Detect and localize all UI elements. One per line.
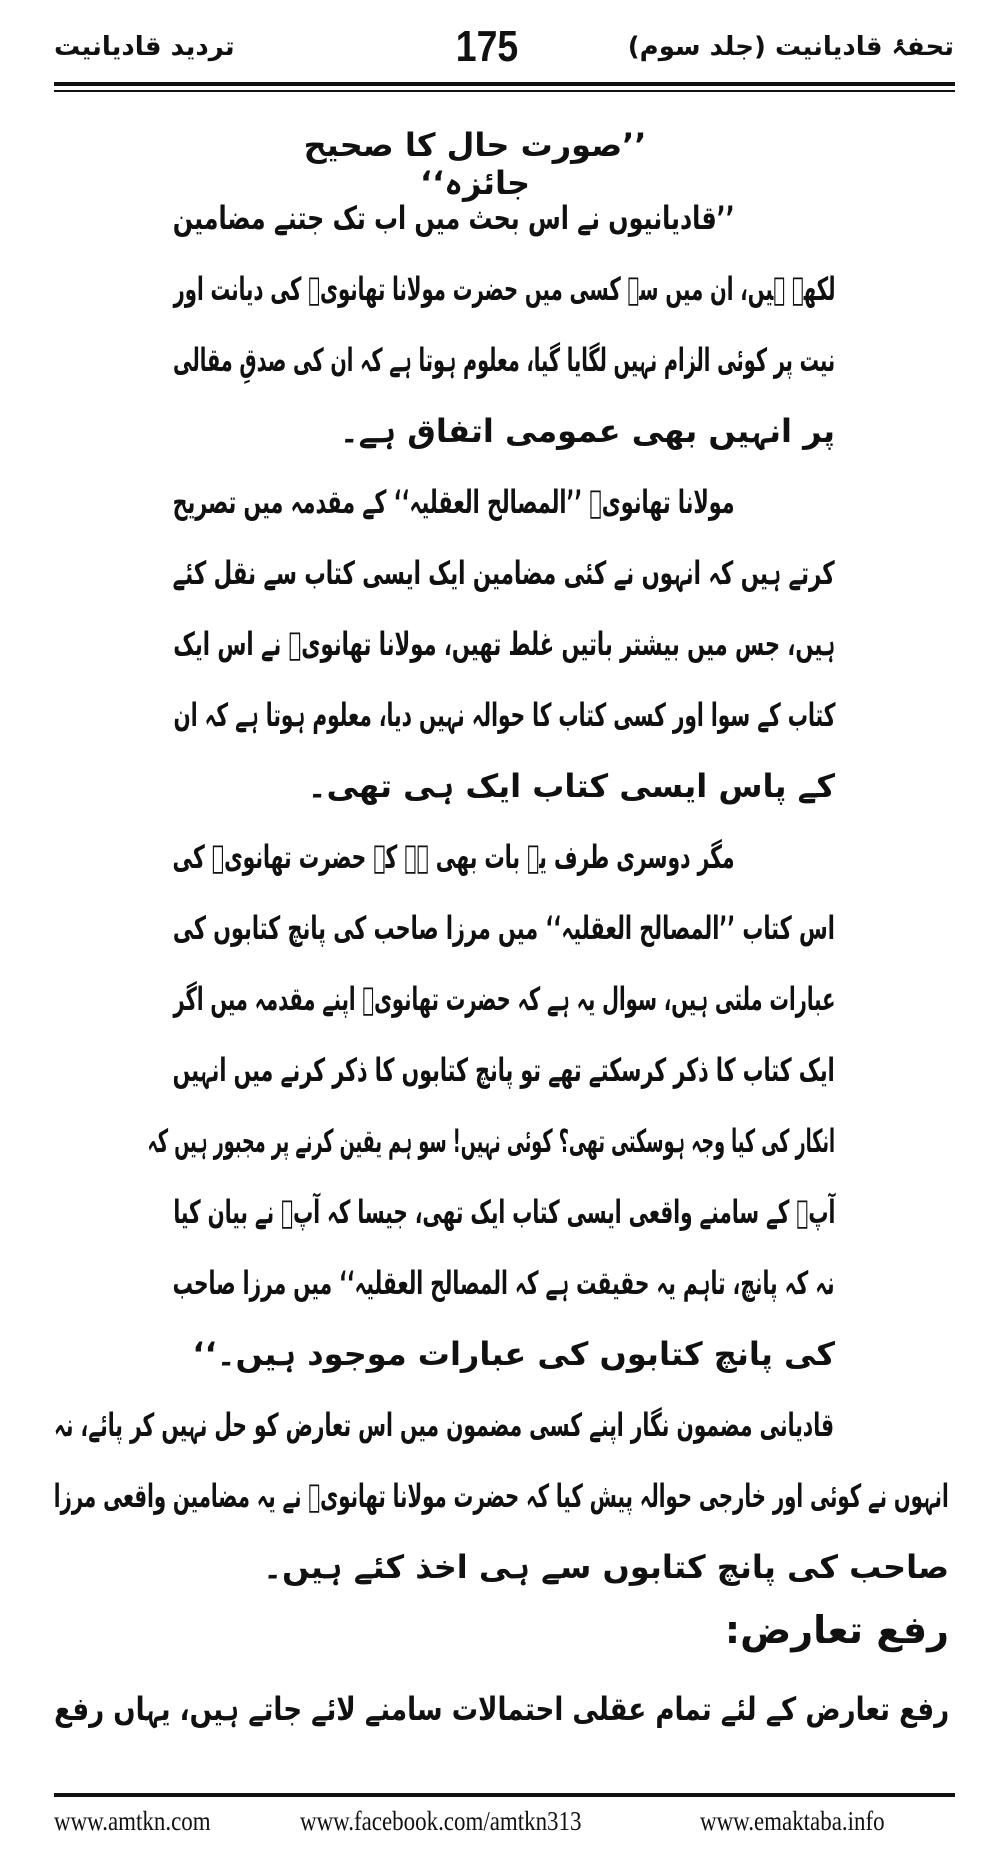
text-line: مولانا تھانویؒ ’’المصالح العقلیہ‘‘ کے مقدمہ میں تصریح xyxy=(173,483,735,521)
page-number: 175 xyxy=(455,22,519,71)
text-line: انکار کی کیا وجہ ہوسکتی تھی؟ کوئی نہیں! سو ہم یقین کرنے پر مجبور ہیں کہ xyxy=(147,1122,835,1160)
text-line: عبارات ملتی ہیں، سوال یہ ہے کہ حضرت تھانویؒ اپنے مقدمہ میں اگر xyxy=(173,980,835,1018)
book-title: تحفۂ قادیانیت (جلد سوم) xyxy=(627,32,954,62)
text-line: انہوں نے کوئی اور خارجی حوالہ پیش کیا کہ حضرت مولانا تھانویؒ نے یہ مضامین واقعی مرزا xyxy=(54,1477,949,1515)
text-line: ’’قادیانیوں نے اس بحث میں اب تک جتنے مضامین xyxy=(173,199,735,237)
text-line: قادیانی مضمون نگار اپنے کسی مضمون میں اس تعارض کو حل نہیں کر پائے، نہ xyxy=(53,1406,834,1444)
text-line: ہیں، جس میں بیشتر باتیں غلط تھیں، مولانا تھانویؒ نے اس ایک xyxy=(173,625,835,663)
header-rule-thin xyxy=(54,90,955,92)
text-line: نہ کہ پانچ، تاہم یہ حقیقت ہے کہ المصالح العقلیہ‘‘ میں مرزا صاحب xyxy=(173,1264,835,1302)
text-line: صاحب کی پانچ کتابوں سے ہی اخذ کئے ہیں۔ xyxy=(263,1548,949,1586)
subheading: رفع تعارض: xyxy=(724,1608,949,1652)
header-rule xyxy=(54,82,955,86)
footer-link-amtkn[interactable]: www.amtkn.com xyxy=(54,1806,211,1836)
text-line: نیت پر کوئی الزام نہیں لگایا گیا، معلوم ہوتا ہے کہ ان کی صدقِ مقالی xyxy=(173,341,835,379)
text-line: لکھے ہیں، ان میں سے کسی میں حضرت مولانا تھانویؒ کی دیانت اور xyxy=(172,270,835,308)
text-line: کرتے ہیں کہ انہوں نے کئی مضامین ایک ایسی کتاب سے نقل کئے xyxy=(173,554,835,592)
section-title: تردید قادیانیت xyxy=(54,32,235,62)
footer-link-facebook[interactable]: www.facebook.com/amtkn313 xyxy=(300,1806,582,1836)
text-line: ایک کتاب کا ذکر کرسکتے تھے تو پانچ کتابوں کا ذکر کرنے میں انہیں xyxy=(173,1051,835,1089)
text-line: رفع تعارض کے لئے تمام عقلی احتمالات سامنے لائے جاتے ہیں، یہاں رفع xyxy=(54,1690,949,1728)
text-line: کے پاس ایسی کتاب ایک ہی تھی۔ xyxy=(307,767,835,805)
text-line: کتاب کے سوا اور کسی کتاب کا حوالہ نہیں دیا، معلوم ہوتا ہے کہ ان xyxy=(173,696,835,734)
text-line: اس کتاب ’’المصالح العقلیہ‘‘ میں مرزا صاحب کی پانچ کتابوں کی xyxy=(173,909,835,947)
text-line: آپؒ کے سامنے واقعی ایسی کتاب ایک تھی، جیسا کہ آپؒ نے بیان کیا xyxy=(173,1193,835,1231)
text-line: پر انہیں بھی عمومی اتفاق ہے۔ xyxy=(339,412,835,450)
footer-link-emaktaba[interactable]: www.emaktaba.info xyxy=(700,1806,885,1836)
section-heading: ’’صورت حال کا صحیح جائزہ‘‘ xyxy=(303,126,647,202)
text-line: مگر دوسری طرف یہ بات بھی ہے کہ حضرت تھانویؒ کی xyxy=(173,838,735,876)
text-line: کی پانچ کتابوں کی عبارات موجود ہیں۔‘‘ xyxy=(192,1335,835,1373)
footer-rule xyxy=(54,1793,955,1797)
